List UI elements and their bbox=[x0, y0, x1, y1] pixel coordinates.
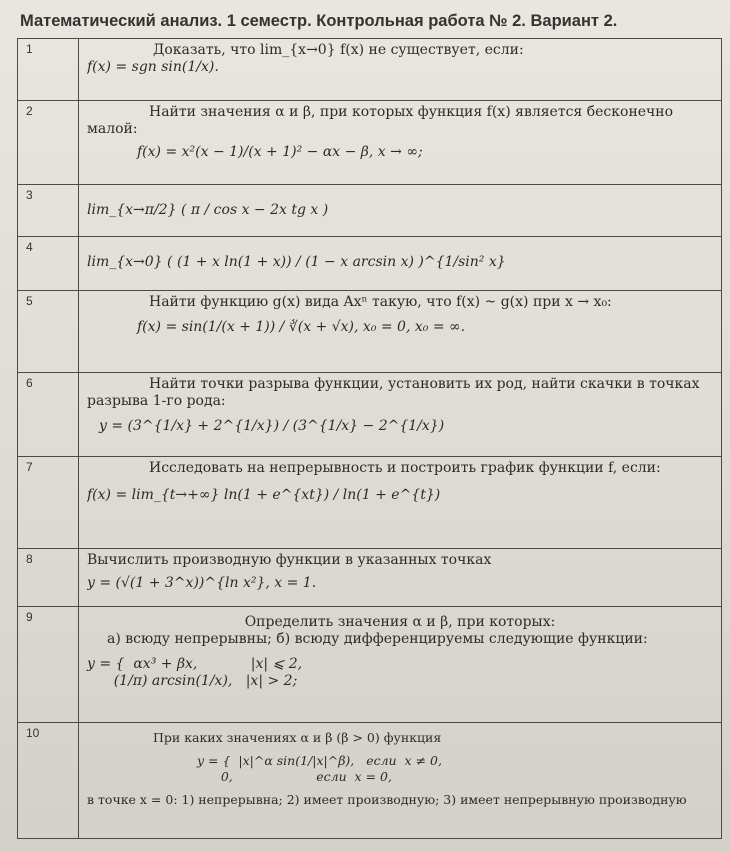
task-formula: y = (√(1 + 3^x))^{ln x²}, x = 1. bbox=[87, 575, 317, 592]
task-formula-line: y = { |x|^α sin(1/|x|^β), если x ≠ 0, bbox=[197, 753, 442, 769]
task-text: Исследовать на непрерывность и построить график функции f, если: bbox=[149, 460, 661, 476]
task-number: 7 bbox=[18, 457, 79, 549]
task-content bbox=[79, 237, 722, 291]
task-formula: f(x) = sgn sin(1/x). bbox=[87, 59, 219, 76]
task-number: 10 bbox=[18, 723, 79, 839]
task-number: 3 bbox=[18, 185, 79, 237]
table-row bbox=[18, 607, 722, 723]
task-text: Найти значения α и β, при которых функция f(x) является бесконечно малой: bbox=[87, 104, 674, 138]
table-row bbox=[18, 549, 722, 607]
page-title: Математический анализ. 1 семестр. Контрольная работа № 2. Вариант 2. bbox=[20, 12, 618, 30]
task-content bbox=[79, 185, 722, 237]
table-row bbox=[18, 39, 722, 101]
task-number: 8 bbox=[18, 549, 79, 607]
table-row bbox=[18, 373, 722, 457]
task-formula: f(x) = x²(x − 1)/(x + 1)² − αx − β, x → ∞; bbox=[137, 144, 423, 161]
task-content bbox=[79, 457, 722, 549]
task-number: 2 bbox=[18, 101, 79, 185]
task-text: Определить значения α и β, при которых: bbox=[244, 614, 556, 630]
task-formula-line: 0, если x = 0, bbox=[197, 768, 392, 784]
task-formula: y = (3^{1/x} + 2^{1/x}) / (3^{1/x} − 2^{1/x}) bbox=[99, 418, 445, 435]
task-text: Вычислить производную функции в указанных точках bbox=[87, 552, 492, 568]
task-text: Найти точки разрыва функции, установить их род, найти скачки в точках разрыва 1-го рода: bbox=[87, 376, 700, 410]
task-formula: lim_{x→π/2} ( π / cos x − 2x tg x ) bbox=[87, 202, 329, 218]
table-row bbox=[18, 457, 722, 549]
task-number: 6 bbox=[18, 373, 79, 457]
task-text: Доказать, что lim_{x→0} f(x) не существует, если: bbox=[153, 42, 524, 58]
task-content bbox=[79, 39, 722, 101]
table-row bbox=[18, 101, 722, 185]
task-text-2: а) всюду непрерывны; б) всюду дифференцируемы следующие функции: bbox=[107, 631, 648, 648]
table-row bbox=[18, 723, 722, 839]
task-content bbox=[79, 291, 722, 373]
task-content bbox=[79, 607, 722, 723]
tasks-table bbox=[17, 38, 722, 839]
task-number: 5 bbox=[18, 291, 79, 373]
task-content bbox=[79, 373, 722, 457]
table-row bbox=[18, 237, 722, 291]
task-content bbox=[79, 723, 722, 839]
task-content bbox=[79, 101, 722, 185]
task-number: 4 bbox=[18, 237, 79, 291]
task-formula-line: y = { αx³ + βx, |x| ⩽ 2, bbox=[87, 656, 303, 673]
task-formula: f(x) = lim_{t→+∞} ln(1 + e^{xt}) / ln(1 + e^{t}) bbox=[87, 487, 441, 504]
task-content bbox=[79, 549, 722, 607]
task-formula: f(x) = sin(1/(x + 1)) / ∛(x + √x), x₀ = 0, x₀ = ∞. bbox=[137, 319, 466, 336]
task-text-2: в точке x = 0: 1) непрерывна; 2) имеет производную; 3) имеет непрерывную производную bbox=[87, 791, 687, 807]
task-formula-line: (1/π) arcsin(1/x), |x| > 2; bbox=[87, 673, 298, 690]
task-number: 9 bbox=[18, 607, 79, 723]
task-number: 1 bbox=[18, 39, 79, 101]
table-row bbox=[18, 291, 722, 373]
task-formula: lim_{x→0} ( (1 + x ln(1 + x)) / (1 − x arcsin x) )^{1/sin² x} bbox=[87, 254, 506, 270]
task-text: Найти функцию g(x) вида Axⁿ такую, что f(x) ~ g(x) при x → x₀: bbox=[149, 294, 612, 310]
task-text: При каких значениях α и β (β > 0) функция bbox=[153, 730, 442, 745]
table-row bbox=[18, 185, 722, 237]
